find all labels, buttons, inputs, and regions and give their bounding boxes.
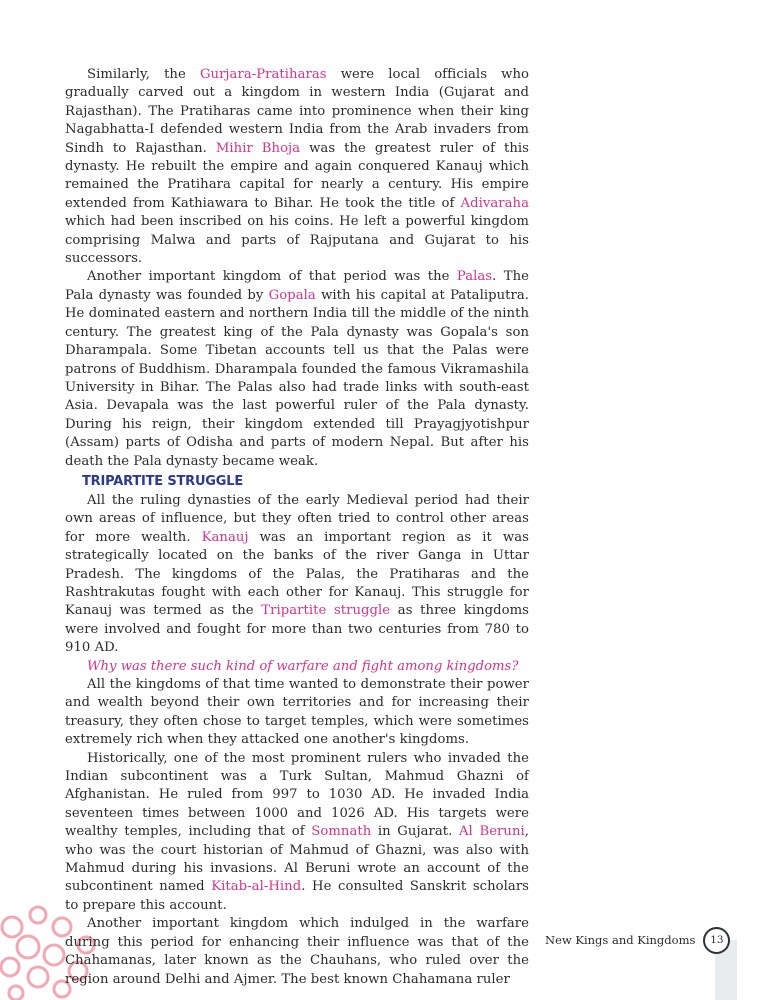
main-text (65, 66, 529, 989)
paragraph-text: Historically, one of the most prominent rulers who invaded the Indian subcontinent was a Turk Sultan, Mahmud Ghazni of Afghanistan. He ruled from 997 to 1030 AD. He invaded India seventeen times between 1000 and 1026 AD. His targets were wealthy temples, including that of (65, 750, 529, 840)
paragraph-text: in Gujarat. (371, 824, 459, 840)
paragraph-text: All the ruling dynasties of the early Medieval period had their own areas of influence, but they often tried to control other areas for more wealth. (65, 492, 529, 545)
section-heading: TRIPARTITE STRUGGLE (82, 473, 244, 489)
key-term: Adivaraha (460, 195, 529, 211)
paragraph (65, 915, 529, 989)
paragraph (65, 750, 529, 916)
paragraph-text: , who was the court historian of Mahmud of Ghazni, was also with Mahmud during his invasions. Al Beruni wrote an account of the subcontinent named (65, 824, 530, 895)
key-term: Kanauj (201, 529, 249, 545)
paragraph-text: Another important kingdom which indulged in the warfare during this period for enhancing their influence was that of the Chahamanas, later known as the Chauhans, who ruled over the region around Delhi and Ajmer. The best known Chahamana ruler (65, 916, 529, 987)
paragraph-text: Similarly, the (87, 67, 200, 82)
key-term: Tripartite struggle (261, 603, 391, 619)
intro-paragraphs (65, 66, 529, 471)
paragraph-text: was the greatest ruler of this dynasty. He rebuilt the empire and again conquered Kanauj which remained the Pratihara capital for nearly a century. His empire extended from Kathiawara to Bihar. He took the title of (65, 140, 529, 211)
paragraph-text: All the kingdoms of that time wanted to demonstrate their power and wealth beyond their own territories and for increasing their treasury, they often chose to target temples, which were sometimes extremely rich when they attacked one another's kingdoms. (65, 677, 529, 748)
key-term: Somnath (311, 824, 372, 840)
key-term: Al Beruni (458, 824, 525, 840)
paragraph (65, 676, 529, 750)
paragraph-text: were local officials who gradually carved out a kingdom in western India (Gujarat and Rajasthan). The Pratiharas came into prominence when their king Nagabhatta-I defended western India from the Arab invaders from Sindh to Rajasthan. (65, 67, 529, 156)
paragraph (65, 268, 529, 470)
paragraph-text: as three kingdoms were involved and fought for more than two centuries from 780 to 910 AD. (65, 603, 529, 656)
paragraph (65, 492, 529, 658)
page-footer (545, 928, 730, 952)
paragraph-text: Another important kingdom of that period was the (87, 269, 457, 285)
paragraph-text: which had been inscribed on his coins. He left a powerful kingdom comprising Malwa and parts of Rajputana and Gujarat to his successors. (65, 214, 529, 267)
chapter-title: New Kings and Kingdoms (545, 933, 696, 947)
paragraph-text: with his capital at Pataliputra. He dominated eastern and northern India till the middle of the ninth century. The greatest king of the Pala dynasty was Gopala's son Dharampala. Some Tibetan accounts tell us that the Palas were patrons of Buddhism. Dharampala founded the famous Vikramashila University in Bihar. The Palas also had trade links with south-east Asia. Devapala was the last powerful ruler of the Pala dynasty. During his reign, their kingdom extended till Prayagjyotishpur (Assam) parts of Odisha and parts of modern Nepal. But after his death the Pala dynasty became weak. (65, 287, 529, 469)
question-text: Why was there such kind of warfare and fight among kingdoms? (87, 658, 519, 674)
key-term: Palas (456, 269, 493, 285)
key-term: Kitab-al-Hind (211, 879, 302, 895)
key-term: Gopala (268, 287, 316, 303)
paragraph-text: . He consulted Sanskrit scholars to prepare this account. (65, 879, 529, 913)
paragraph (65, 66, 529, 268)
paragraph-text: . The Pala dynasty was founded by (65, 269, 529, 303)
page-number: 13 (703, 927, 730, 954)
paragraph-text: was an important region as it was strategically located on the banks of the river Ganga in Uttar Pradesh. The kingdoms of the Palas, the Pratiharas and the Rashtrakutas fought with each other for Kanauj. This struggle for Kanauj was termed as the (65, 529, 529, 619)
key-term: Gurjara-Pratiharas (199, 67, 327, 82)
section-paragraphs (65, 492, 529, 658)
after-paragraphs (65, 676, 529, 989)
key-term: Mihir Bhoja (215, 140, 301, 156)
